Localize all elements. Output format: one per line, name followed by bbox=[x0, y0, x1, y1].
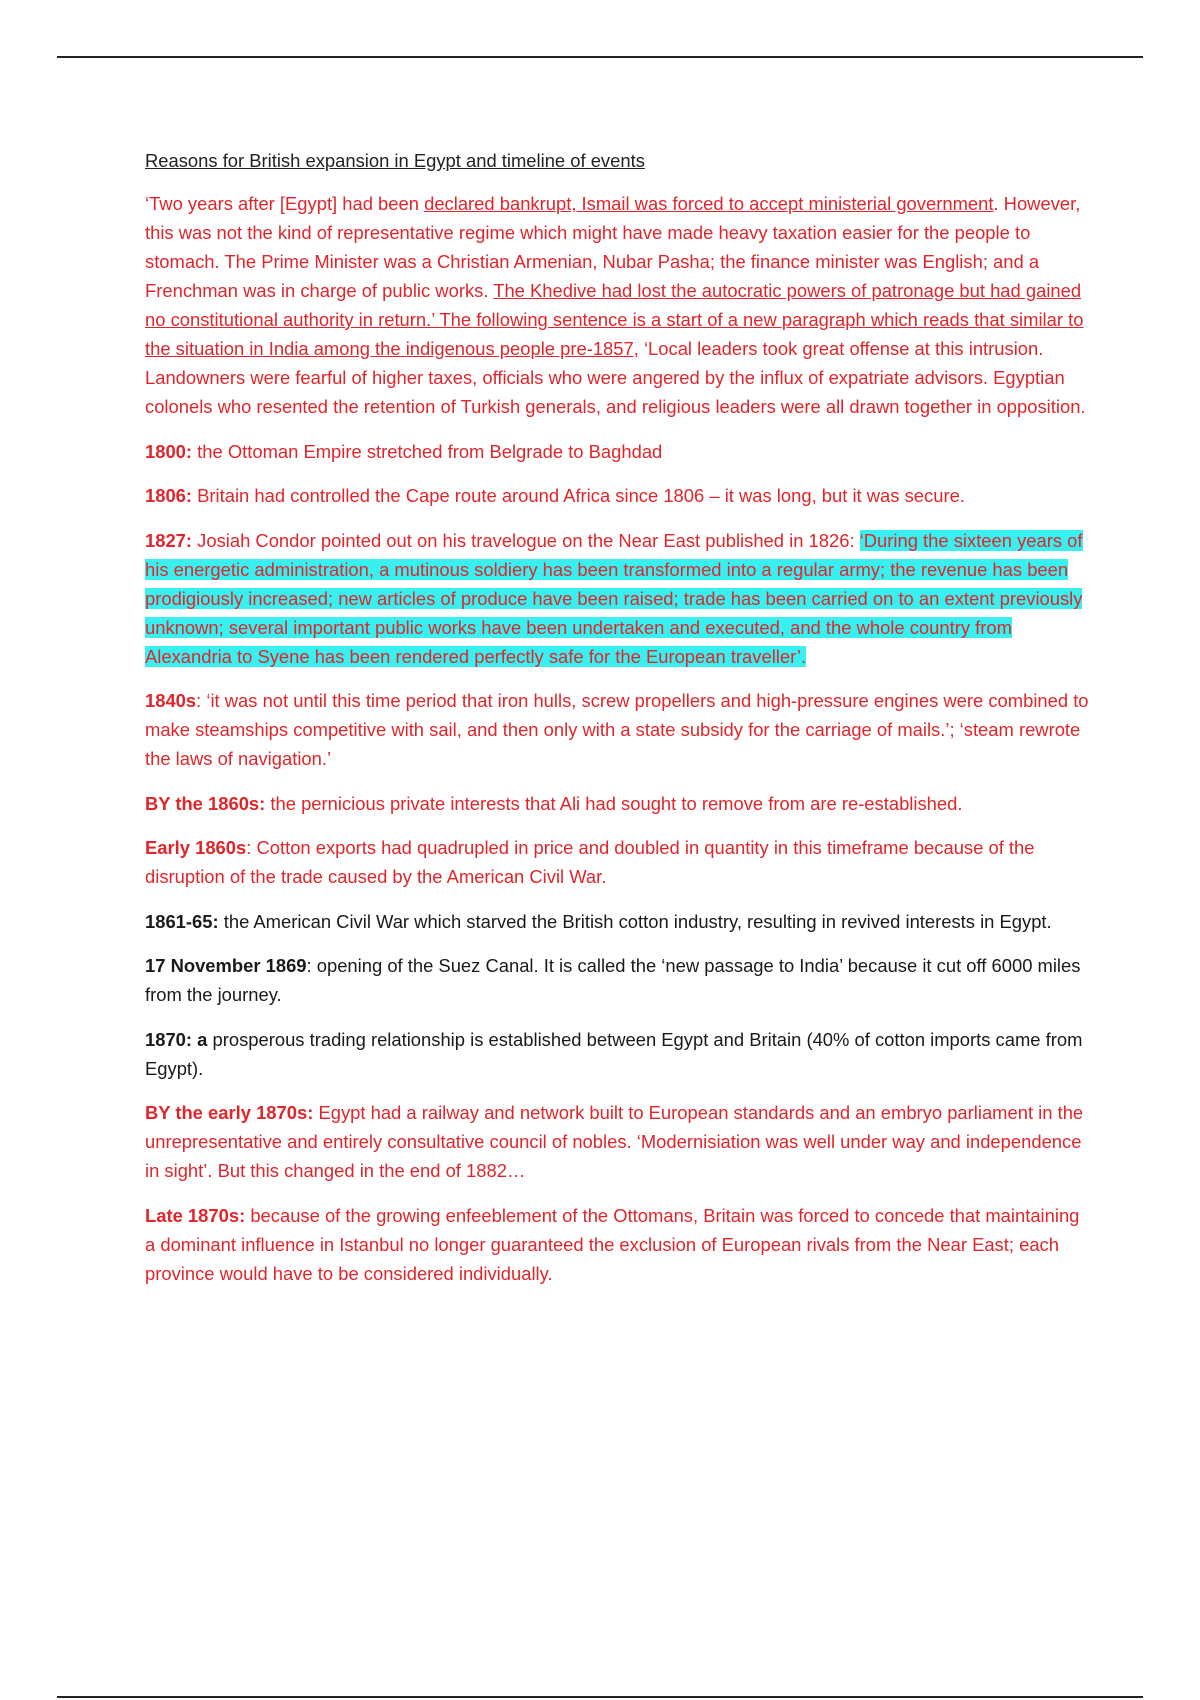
entry-date: 1861-65: bbox=[145, 910, 219, 932]
document-body bbox=[145, 146, 1090, 1303]
quote-part-3: . However, this was not the kind of representative regime which might have made heavy taxation easier for the people to stomach. The Prime Minister was a Christian Armenian, Nubar Pasha; the finance minister was English; and a Frenchman was in charge of public works. bbox=[145, 193, 1081, 301]
timeline-entry-1800 bbox=[145, 437, 1090, 466]
entry-date: 1806: bbox=[145, 485, 193, 506]
timeline-entry-early-1870s bbox=[145, 1098, 1090, 1185]
timeline-entry-1870 bbox=[145, 1025, 1090, 1083]
entry-text: the pernicious private interests that Ali had sought to remove from are re-established. bbox=[265, 792, 963, 814]
timeline-entry-by-1860s bbox=[145, 789, 1090, 818]
timeline-entry-1869 bbox=[145, 951, 1090, 1009]
quote-part-1: ‘Two years after [Egypt] had been bbox=[145, 193, 425, 214]
timeline-entry-early-1860s bbox=[145, 833, 1090, 891]
quote-underlined-2: The Khedive had lost the autocratic powers of patronage but had gained no constitutional authority in return.’ The following sentence is a start of a new paragraph which reads that similar to the situation in India among the indigenous people pre-1857, bbox=[145, 280, 1084, 359]
highlighted-quote: ‘During the sixteen years of his energetic administration, a mutinous soldiery has been transformed into a regular army; the revenue has been prodigiously increased; new articles of produce have been raised; trade has been carried on to an extent previously unknown; several important public works have been undertaken and executed, and the whole country from Alexandria to Syene has been rendered perfectly safe for the European traveller’. bbox=[145, 529, 1083, 667]
entry-text: Britain had controlled the Cape route around Africa since 1806 – it was long, but it was secure. bbox=[192, 485, 965, 506]
entry-date: 1870: a bbox=[145, 1028, 208, 1050]
entry-date: Early 1860s bbox=[145, 837, 247, 858]
entry-date: 1827: bbox=[145, 529, 193, 551]
entry-date: BY the 1860s: bbox=[145, 792, 266, 814]
entry-date: 1800: bbox=[145, 440, 193, 462]
timeline-entry-1827 bbox=[145, 526, 1090, 671]
entry-text: Egypt had a railway and network built to European standards and an embryo parliament in the unrepresentative and entirely consultative council of nobles. ‘Modernisiation was well under way and independence in sight’. But this changed in the end of 1882… bbox=[145, 1102, 1084, 1181]
entry-date: Late 1870s: bbox=[145, 1204, 246, 1226]
entry-date: 1840s bbox=[145, 690, 197, 711]
document-title: Reasons for British expansion in Egypt and timeline of events bbox=[145, 150, 645, 171]
entry-date: BY the early 1870s: bbox=[145, 1102, 314, 1123]
quote-underlined-1: declared bankrupt, Ismail was forced to accept ministerial government bbox=[424, 193, 994, 214]
entry-text: prosperous trading relationship is established between Egypt and Britain (40% of cotton imports came from Egypt). bbox=[145, 1028, 1083, 1079]
quote-part-5: ‘Local leaders took great offense at this intrusion. Landowners were fearful of higher taxes, officials who were angered by the influx of expatriate advisors. Egyptian colonels who resented the retention of Turkish generals, and religious leaders were all drawn together in opposition. bbox=[145, 338, 1086, 417]
timeline-entry-late-1870s bbox=[145, 1201, 1090, 1288]
footer-rule bbox=[57, 1696, 1143, 1698]
entry-text: Josiah Condor pointed out on his travelogue on the Near East published in 1826: bbox=[192, 529, 860, 551]
timeline-entry-1806 bbox=[145, 481, 1090, 510]
entry-text: the American Civil War which starved the British cotton industry, resulting in revived interests in Egypt. bbox=[218, 910, 1052, 932]
intro-quote-paragraph bbox=[145, 189, 1090, 421]
entry-text: : ‘it was not until this time period that iron hulls, screw propellers and high-pressure engines were combined to make steamships competitive with sail, and then only with a state subsidy for the carriage of mails.’; ‘steam rewrote the laws of navigation.’ bbox=[145, 690, 1089, 769]
entry-text: the Ottoman Empire stretched from Belgrade to Baghdad bbox=[192, 440, 663, 462]
entry-text: : Cotton exports had quadrupled in price and doubled in quantity in this timeframe because of the disruption of the trade caused by the American Civil War. bbox=[145, 837, 1035, 887]
entry-date: 17 November 1869 bbox=[145, 955, 307, 976]
entry-text: : opening of the Suez Canal. It is called the ‘new passage to India’ because it cut off 6000 miles from the journey. bbox=[145, 955, 1081, 1005]
timeline-entry-1861-65 bbox=[145, 907, 1090, 936]
header-rule bbox=[57, 56, 1143, 58]
entry-text: because of the growing enfeeblement of the Ottomans, Britain was forced to concede that maintaining a dominant influence in Istanbul no longer guaranteed the exclusion of European rivals from the Near East; each province would have to be considered individually. bbox=[145, 1204, 1080, 1284]
timeline-entry-1840s bbox=[145, 686, 1090, 773]
